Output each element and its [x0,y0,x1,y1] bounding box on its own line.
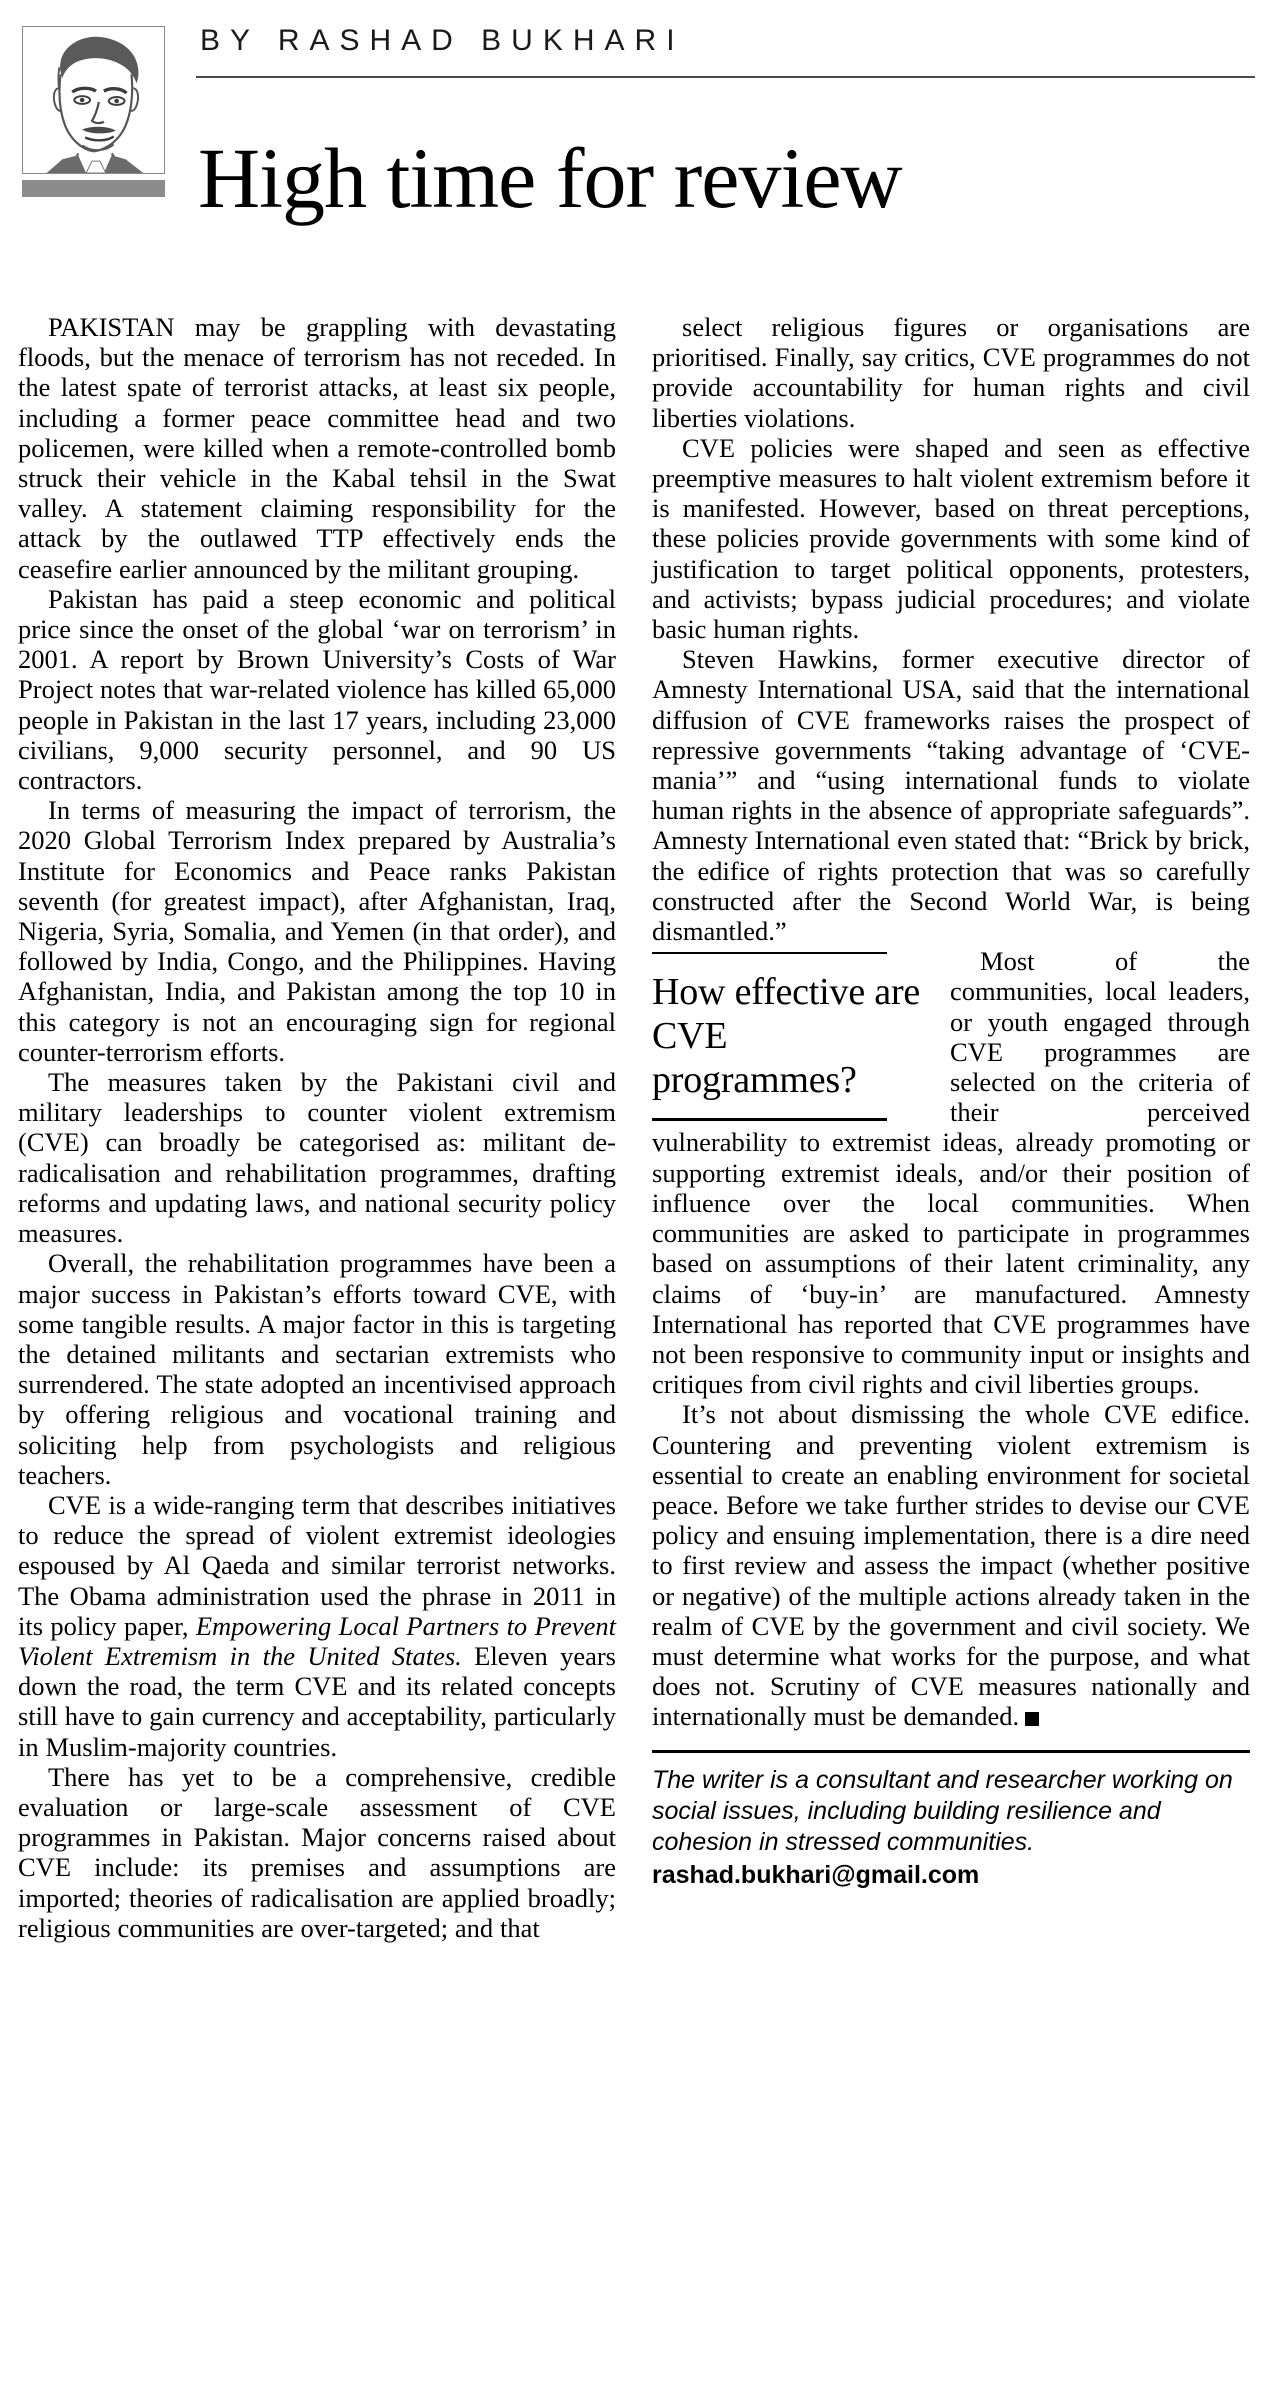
author-portrait-block [22,26,165,197]
paragraph-text-before-title: CVE is a wide-ranging term that describes initiatives to reduce the spread of violent extremist ideologies espoused by Al Qaeda and similar terrorist networks. The Obama administration used the phrase in 2011 in its policy paper, [18,1489,616,1641]
pull-quote [652,952,924,1121]
article-column-left [18,312,616,1943]
policy-paper-title: Empowering Local Partners to Prevent Violent Extremism in the United States. [18,1610,616,1671]
paragraph-text-after-title: Eleven years down the road, the term CVE and its related concepts still have to gain currency and acceptability, particularly in Muslim-majority countries. [18,1640,616,1762]
paragraph: Pakistan has paid a steep economic and political price since the onset of the global ‘war on terrorism’ in 2001. A report by Brown University’s Costs of War Project notes that war-related violence has killed 65,000 people in Pakistan in the last 17 years, including 23,000 civilians, 9,000 security personnel, and 90 US contractors. [18,583,616,796]
author-bio-text: The writer is a consultant and researcher working on social issues, including building resilience and cohesion in stressed communities. [652,1765,1233,1856]
paragraph-with-citation [18,1490,616,1762]
author-byline: BY RASHAD BUKHARI [200,24,685,57]
paragraph: There has yet to be a comprehensive, credible evaluation or large-scale assessment of CVE programmes in Pakistan. Major concerns raised about CVE include: its premises and assumptions are imported; theories of radicalisation are applied broadly; religious communities are over-targeted; and that [18,1761,616,1943]
article-masthead [0,0,1267,305]
author-portrait-frame [22,26,165,174]
paragraph: select religious figures or organisations are prioritised. Finally, say critics, CVE programmes do not provide accountability for human rights and civil liberties violations. [652,312,1250,433]
author-portrait-icon [23,27,164,173]
paragraph-final [652,1399,1250,1731]
paragraph-text: It’s not about dismissing the whole CVE edifice. Countering and preventing violent extremism is essential to create an enabling environment for societal peace. Before we take further strides to devise our CVE policy and ensuing implementation, there is a dire need to first review and assess the impact (whether positive or negative) of the multiple actions already taken in the realm of CVE by the government and civil society. We must determine what works for the purpose, and what does not. Scrutiny of CVE measures nationally and internationally must be demanded. [652,1399,1250,1732]
end-mark-icon [1025,1712,1039,1726]
pull-quote-top-rule [652,952,887,954]
page-title: High time for review [198,130,902,226]
paragraph: The measures taken by the Pakistani civil and military leaderships to counter violent extremism (CVE) can broadly be categorised as: militant de-radicalisation and rehabilitation programmes, drafting reforms and updating laws, and national security policy measures. [18,1067,616,1249]
masthead-text-block [196,0,1255,305]
article-column-right [652,312,1250,1891]
paragraph: Most of the communities, local leaders, or youth engaged through CVE programmes are selected on the criteria of their perceived vulnerability to extremist ideas, already promoting or supporting extremist ideals, and/or their position of influence over the local communities. When communities are asked to participate in programmes based on assumptions of their latent criminality, any claims of ‘buy-in’ are manufactured. Amnesty International has reported that CVE programmes have not been responsive to community input or insights and critiques from civil rights and civil liberties groups. [652,946,1250,1400]
pull-quote-bottom-rule [652,1118,887,1121]
article-columns [18,312,1250,1943]
author-email[interactable]: rashad.bukhari@gmail.com [652,1860,980,1889]
paragraph: Steven Hawkins, former executive director of Amnesty International USA, said that the international diffusion of CVE frameworks raises the prospect of repressive governments “taking advantage of ‘CVE-mania’” and “using international funds to violate human rights in the absence of appropriate safeguards”. Amnesty International even stated that: “Brick by brick, the edifice of rights protection that was so carefully constructed after the Second World War, is being dismantled.” [652,644,1250,947]
paragraph: Overall, the rehabilitation programmes have been a major success in Pakistan’s efforts toward CVE, with some tangible results. A major factor in this is targeting the detained militants and sectarian extremists who surrendered. The state adopted an incentivised approach by offering religious and vocational training and soliciting help from psychologists and religious teachers. [18,1248,616,1490]
byline-divider [196,76,1255,78]
portrait-gray-bar [22,180,165,197]
article-body [18,312,1250,1943]
paragraph: CVE policies were shaped and seen as effective preemptive measures to halt violent extremism before it is manifested. However, based on threat perceptions, these policies provide governments with some kind of justification to target political opponents, protesters, and activists; bypass judicial procedures; and violate basic human rights. [652,432,1250,645]
author-bio-block [652,1750,1250,1891]
paragraph: In terms of measuring the impact of terrorism, the 2020 Global Terrorism Index prepared by Australia’s Institute for Economics and Peace ranks Pakistan seventh (for greatest impact), after Afghanistan, Iraq, Nigeria, Syria, Somalia, and Yemen (in that order), and followed by India, Congo, and the Philippines. Having Afghanistan, India, and Pakistan among the top 10 in this category is not an encouraging sign for regional counter-terrorism efforts. [18,795,616,1067]
pull-quote-text: How effective are CVE programmes? [652,971,921,1102]
paragraph: PAKISTAN may be grappling with devastating floods, but the menace of terrorism has not receded. In the latest spate of terrorist attacks, at least six people, including a former peace committee head and two policemen, were killed when a remote-controlled bomb struck their vehicle in the Kabal tehsil in the Swat valley. A statement claiming responsibility for the attack by the outlawed TTP effectively ends the ceasefire earlier announced by the militant grouping. [18,312,616,584]
